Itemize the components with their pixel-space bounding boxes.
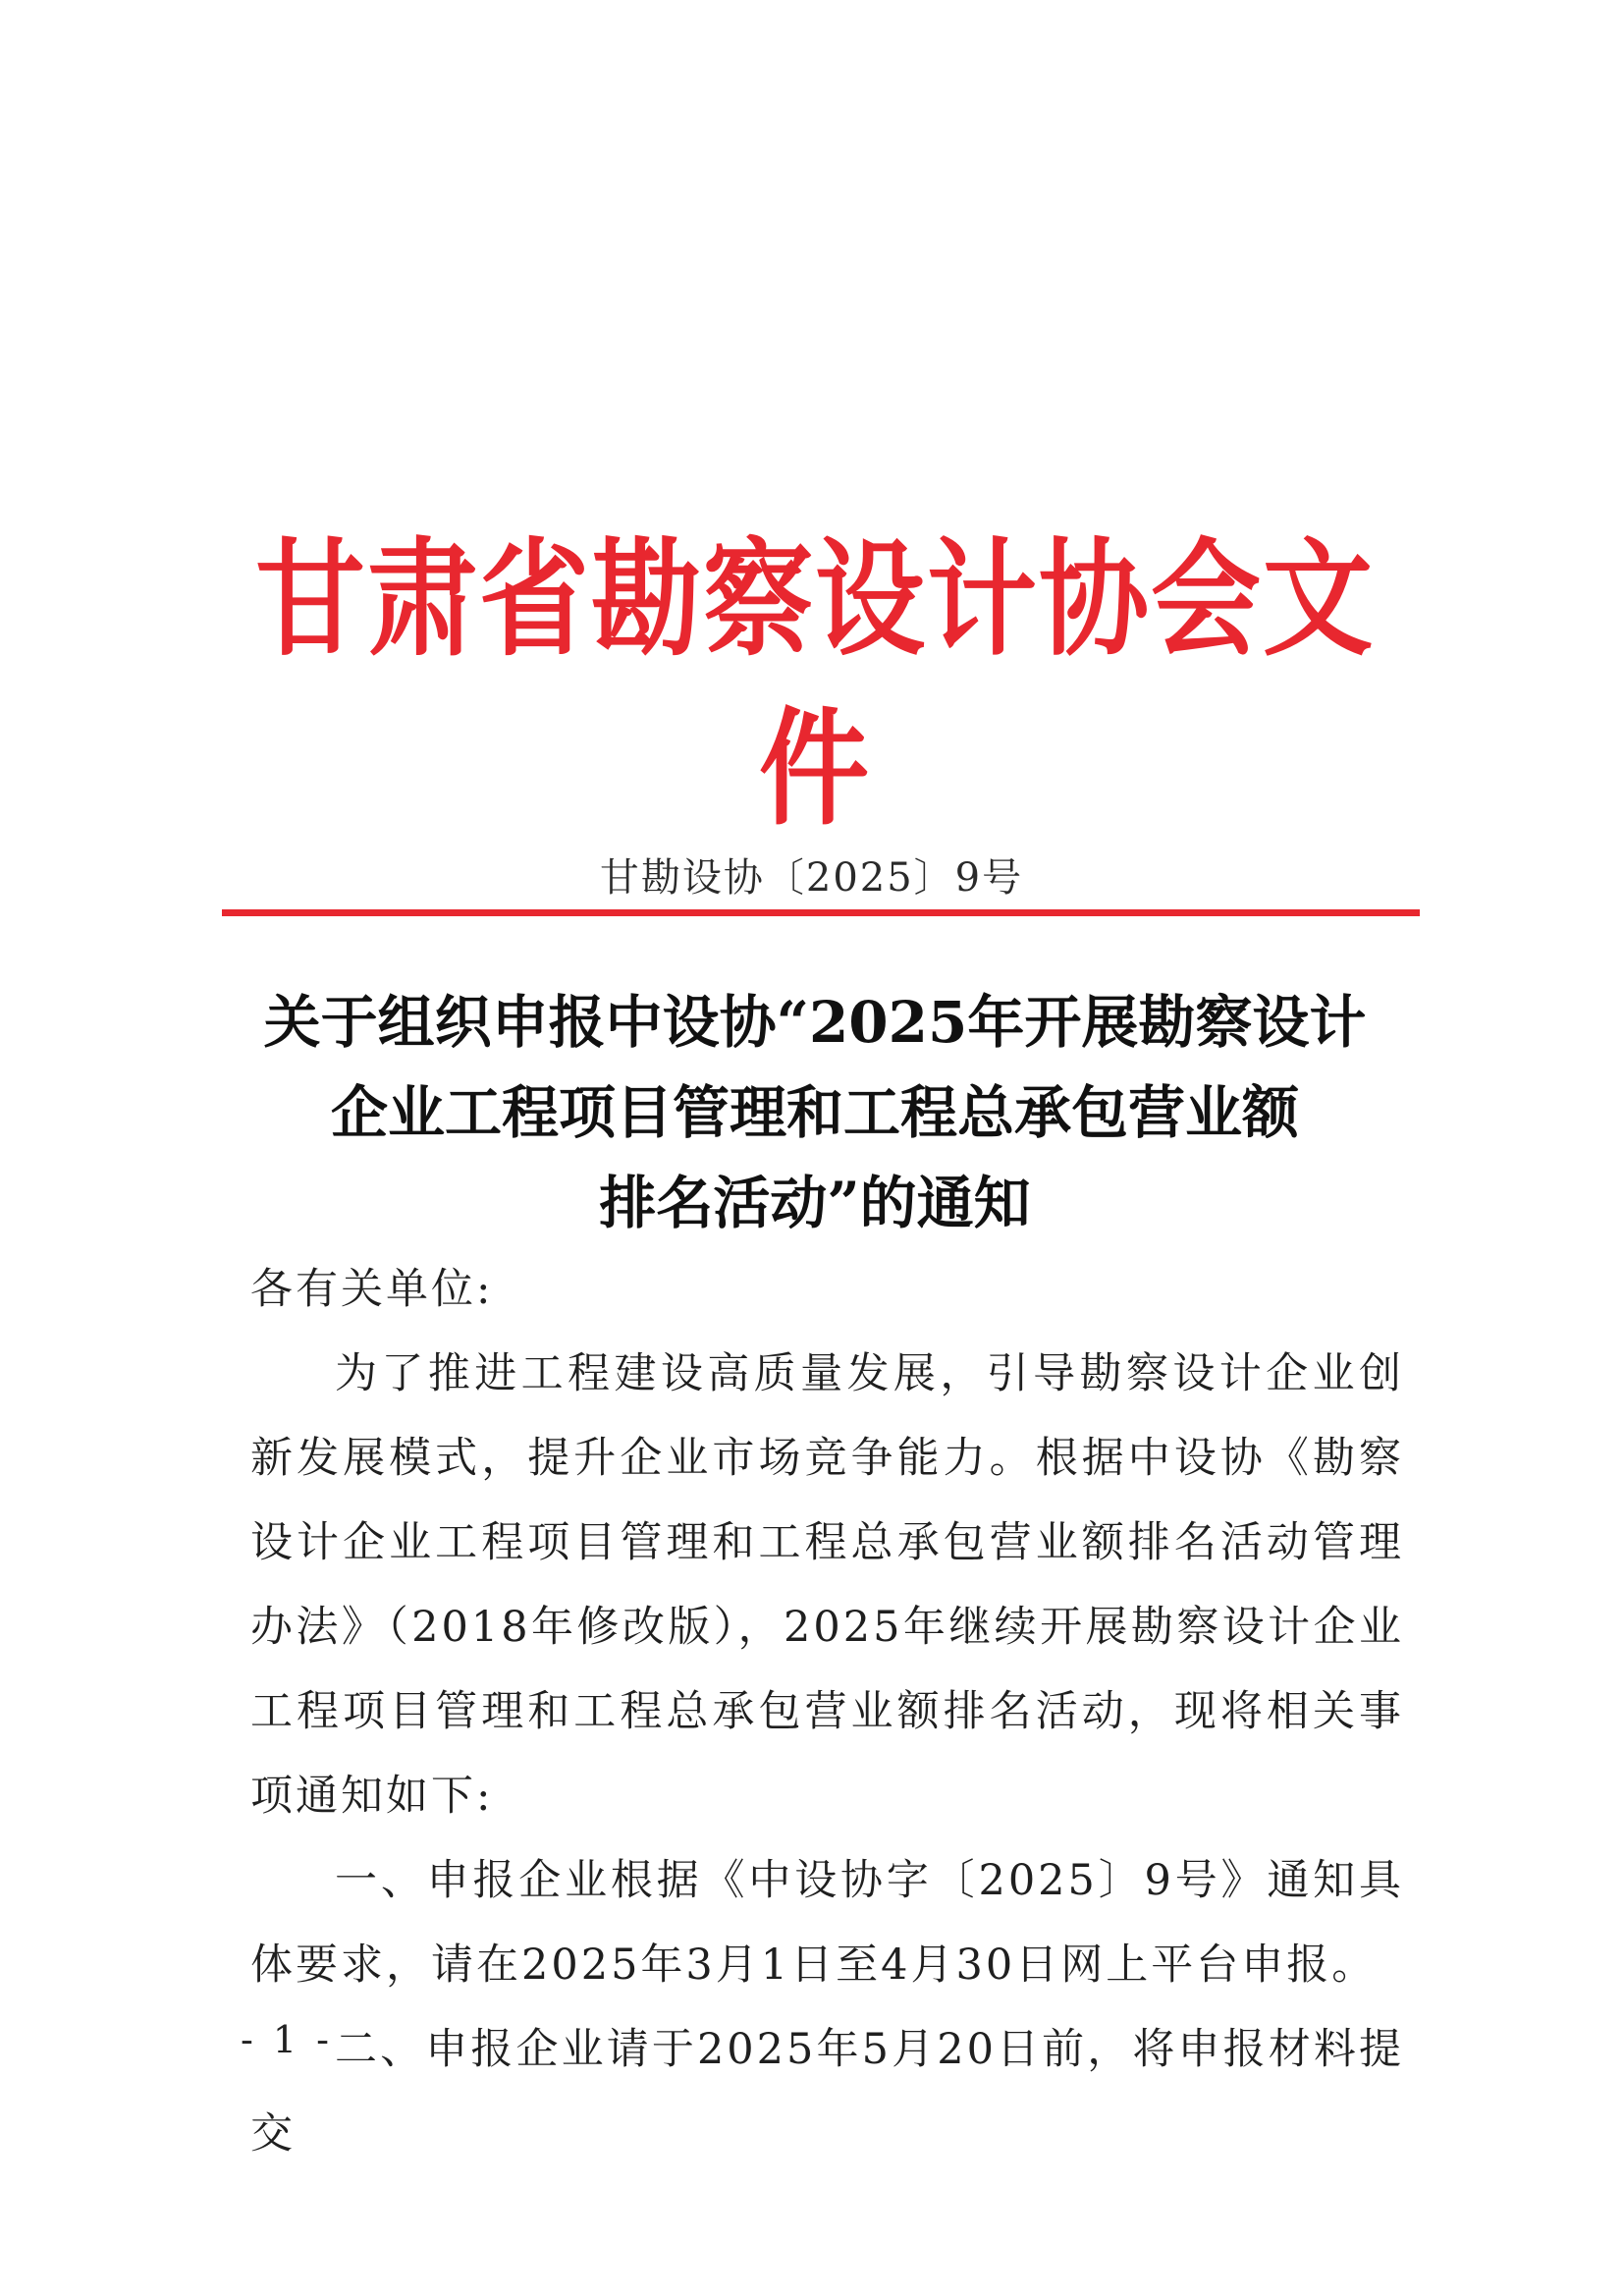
paragraph-item-2: 二、申报企业请于2025年5月20日前，将申报材料提交 <box>250 2025 1404 2159</box>
notice-title-line-3: 排名活动”的通知 <box>599 1170 1031 1236</box>
page-number: - 1 - <box>241 2018 334 2061</box>
paragraph-intro: 为了推进工程建设高质量发展，引导勘察设计企业创新发展模式，提升企业市场竞争能力。根据中设协《勘察设计企业工程项目管理和工程总承包营业额排名活动管理办法》（2018年修改版），2025年继续开展勘察设计企业工程项目管理和工程总承包营业额排名活动，现将相关事项通知如下: <box>250 1349 1404 1821</box>
notice-title-line-1: 关于组织申报中设协“2025年开展勘察设计 <box>263 989 1367 1056</box>
document-number: 甘勘设协〔2025〕9号 <box>599 855 1024 901</box>
masthead-title: 甘肃省勘察设计协会文件 <box>255 525 1375 844</box>
paragraph-item-1: 一、申报企业根据《中设协字〔2025〕9号》通知具体要求，请在2025年3月1日至4月30日网上平台申报。 <box>250 1856 1404 1990</box>
notice-title-line-2: 企业工程项目管理和工程总承包营业额 <box>330 1079 1299 1146</box>
red-divider-line <box>222 909 1420 916</box>
notice-title <box>226 977 1404 1248</box>
salutation: 各有关单位: <box>250 1265 494 1314</box>
notice-body <box>250 1247 1404 2176</box>
